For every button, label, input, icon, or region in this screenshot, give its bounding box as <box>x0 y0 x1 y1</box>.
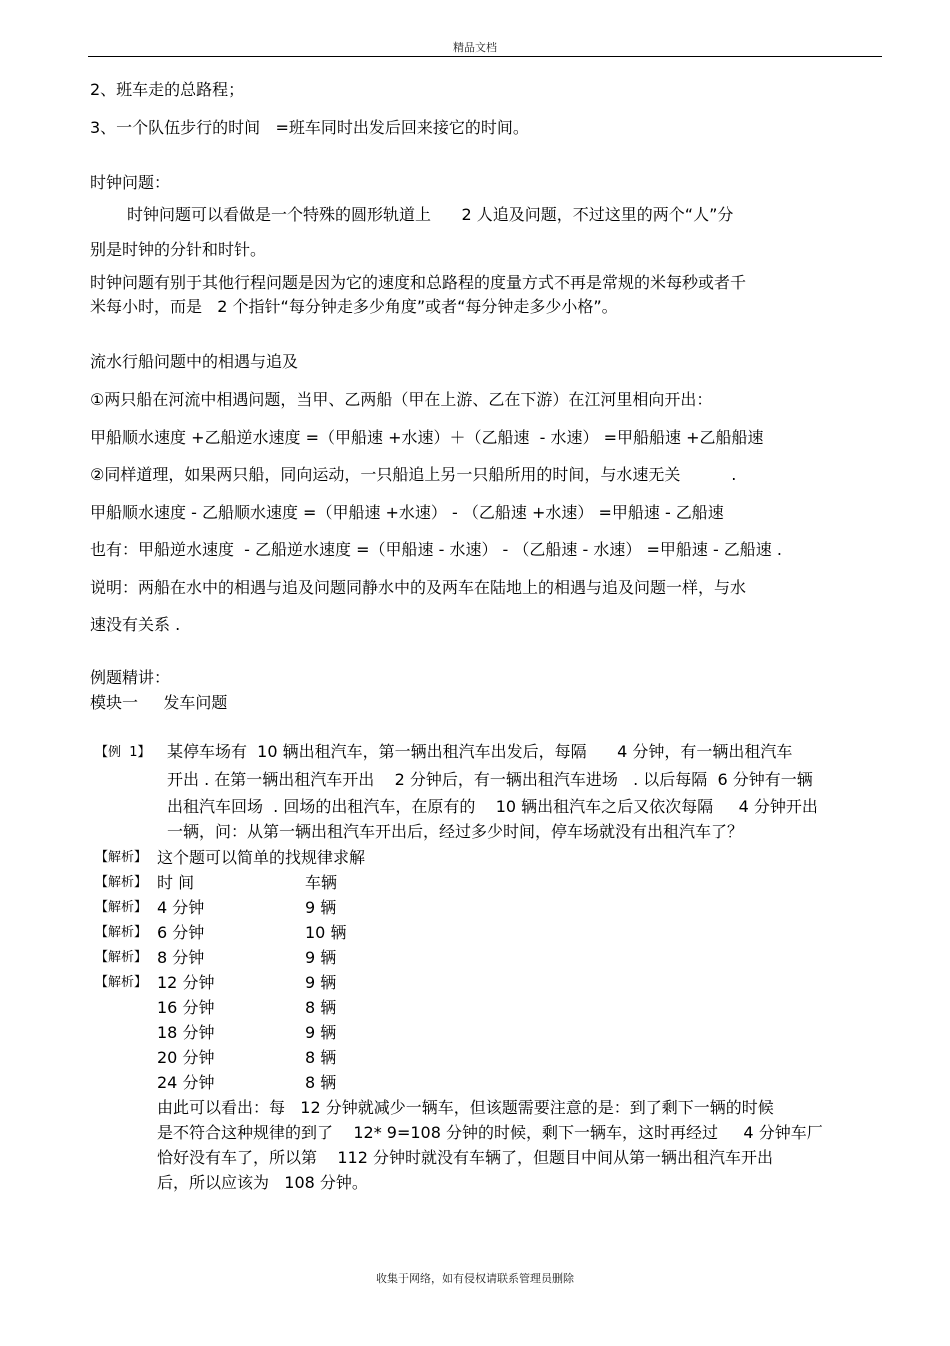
row-time: 4 分钟 <box>157 898 205 917</box>
boat-line-1: ①两只船在河流中相遇问题，当甲、乙两船（甲在上游、乙在下游）在江河里相向开出： <box>90 390 713 409</box>
line-walk-time: 3、一个队伍步行的时间 =班车同时出发后回来接它的时间。 <box>90 118 529 137</box>
column-header-cars: 车辆 <box>305 873 338 892</box>
boat-note-b: 速没有关系 . <box>90 615 181 634</box>
conclusion-line-2: 是不符合这种规律的到了 12* 9=108 分钟的时候，剩下一辆车，这时再经过 4 分钟车厂 <box>157 1123 823 1142</box>
row-cars: 9 辆 <box>305 898 337 917</box>
boat-line-3: ②同样道理，如果两只船，同向运动，一只船追上另一只船所用的时间，与水速无关 . <box>90 465 737 484</box>
row-time: 6 分钟 <box>157 923 205 942</box>
example-question-2: 开出 . 在第一辆出租汽车开出 2 分钟后，有一辆出租汽车进场 . 以后每隔 6 分钟有一辆 <box>167 770 813 789</box>
header-rule <box>88 56 882 57</box>
example-tag: 【例 1】 <box>95 745 151 760</box>
examples-title: 例题精讲： <box>90 668 171 687</box>
row-cars: 8 辆 <box>305 998 337 1017</box>
boat-line-5: 也有：甲船逆水速度 - 乙船逆水速度 =（甲船速 - 水速） - （乙船速 - 水速） =甲船速 - 乙船速 . <box>90 540 782 559</box>
solution-tag: 【解析】 <box>95 850 148 865</box>
page-header: 精品文档 <box>453 41 497 54</box>
clock-section-title: 时钟问题： <box>90 173 171 192</box>
module-title: 模块一 发车问题 <box>90 693 228 712</box>
row-cars: 9 辆 <box>305 973 337 992</box>
column-header-time: 时 间 <box>157 873 195 892</box>
row-cars: 8 辆 <box>305 1048 337 1067</box>
boat-section-title: 流水行船问题中的相遇与追及 <box>90 352 299 371</box>
line-route: 2、班车走的总路程； <box>90 80 245 99</box>
row-cars: 8 辆 <box>305 1073 337 1092</box>
example-question-1: 某停车场有 10 辆出租汽车，第一辆出租汽车出发后，每隔 4 分钟，有一辆出租汽车 <box>167 742 793 761</box>
solution-tag: 【解析】 <box>95 925 148 940</box>
row-time: 20 分钟 <box>157 1048 215 1067</box>
row-time: 18 分钟 <box>157 1023 215 1042</box>
boat-note-a: 说明：两船在水中的相遇与追及问题同静水中的及两车在陆地上的相遇与追及问题一样，与水 <box>90 578 747 597</box>
conclusion-line-4: 后，所以应该为 108 分钟。 <box>157 1173 368 1192</box>
clock-paragraph-2b: 米每小时，而是 2 个指针“每分钟走多少角度”或者“每分钟走多少小格”。 <box>90 297 618 316</box>
row-time: 12 分钟 <box>157 973 215 992</box>
row-cars: 9 辆 <box>305 948 337 967</box>
row-time: 16 分钟 <box>157 998 215 1017</box>
solution-tag: 【解析】 <box>95 875 148 890</box>
row-time: 24 分钟 <box>157 1073 215 1092</box>
row-cars: 10 辆 <box>305 923 347 942</box>
clock-paragraph-1b: 别是时钟的分针和时针。 <box>90 240 267 259</box>
conclusion-line-1: 由此可以看出：每 12 分钟就减少一辆车，但该题需要注意的是：到了剩下一辆的时候 <box>157 1098 774 1117</box>
example-question-3: 出租汽车回场 . 回场的出租汽车，在原有的 10 辆出租汽车之后又依次每隔 4 分钟开出 <box>167 797 818 816</box>
solution-tag: 【解析】 <box>95 975 148 990</box>
solution-tag: 【解析】 <box>95 900 148 915</box>
row-time: 8 分钟 <box>157 948 205 967</box>
boat-line-4: 甲船顺水速度 - 乙船顺水速度 =（甲船速 +水速） - （乙船速 +水速） =甲船速 - 乙船速 <box>90 503 724 522</box>
clock-paragraph-1a: 时钟问题可以看做是一个特殊的圆形轨道上 2 人追及问题，不过这里的两个“人”分 <box>127 205 734 224</box>
row-cars: 9 辆 <box>305 1023 337 1042</box>
solution-tag: 【解析】 <box>95 950 148 965</box>
solution-intro: 这个题可以简单的找规律求解 <box>157 848 366 867</box>
boat-line-2: 甲船顺水速度 +乙船逆水速度 =（甲船速 +水速）＋（乙船速 - 水速） =甲船船速 +乙船船速 <box>90 428 764 447</box>
example-question-4: 一辆，问：从第一辆出租汽车开出后，经过多少时间，停车场就没有出租汽车了？ <box>167 822 744 841</box>
page-footer: 收集于网络，如有侵权请联系管理员删除 <box>376 1272 574 1285</box>
clock-paragraph-2a: 时钟问题有别于其他行程问题是因为它的速度和总路程的度量方式不再是常规的米每秒或者千 <box>90 273 747 292</box>
conclusion-line-3: 恰好没有车了，所以第 112 分钟时就没有车辆了，但题目中间从第一辆出租汽车开出 <box>157 1148 773 1167</box>
